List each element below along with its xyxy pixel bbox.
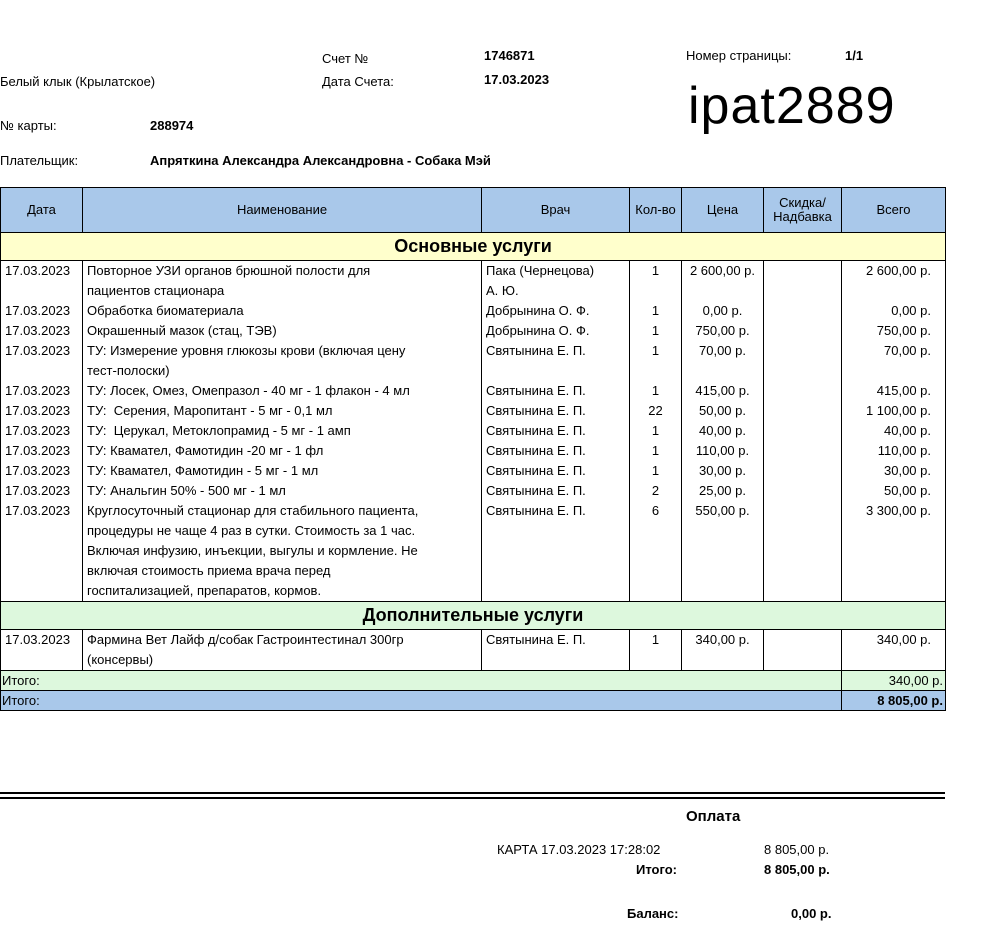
payment-total-label: Итого: <box>636 862 677 877</box>
row-qty: 22 <box>630 401 682 421</box>
row-doctor: Святынина Е. П. <box>482 481 630 501</box>
row-date: 17.03.2023 <box>1 481 83 501</box>
row-date: 17.03.2023 <box>1 261 83 302</box>
row-date: 17.03.2023 <box>1 321 83 341</box>
table-row <box>1 421 946 441</box>
row-name: Окрашенный мазок (стац, ТЭВ) <box>83 321 482 341</box>
row-price: 415,00 р. <box>682 381 764 401</box>
row-name <box>83 501 482 602</box>
table-row <box>1 401 946 421</box>
row-name <box>83 630 482 671</box>
row-name-line: Круглосуточный стационар для стабильного пациента, <box>87 503 419 518</box>
row-price: 40,00 р. <box>682 421 764 441</box>
table-row <box>1 381 946 401</box>
row-discount <box>764 401 842 421</box>
row-discount <box>764 421 842 441</box>
payment-method: КАРТА 17.03.2023 17:28:02 <box>497 842 661 857</box>
payment-total-value: 8 805,00 р. <box>764 862 830 877</box>
table-row <box>1 461 946 481</box>
invoice-date: 17.03.2023 <box>484 72 550 87</box>
payment-amount: 8 805,00 р. <box>764 842 830 857</box>
row-price: 2 600,00 р. <box>682 261 764 302</box>
row-doctor-line: А. Ю. <box>486 283 519 298</box>
section-title: Основные услуги <box>1 233 946 261</box>
column-header-doctor: Врач <box>482 188 630 233</box>
total-row <box>1 691 946 711</box>
row-qty: 1 <box>630 341 682 381</box>
total-value: 8 805,00 р. <box>842 691 946 711</box>
balance-label: Баланс: <box>627 906 679 921</box>
row-total: 70,00 р. <box>842 341 946 381</box>
row-doctor: Святынина Е. П. <box>482 461 630 481</box>
row-name-line: процедуры не чаще 4 раз в сутки. Стоимость за 1 час. <box>87 523 416 538</box>
column-header-price: Цена <box>682 188 764 233</box>
row-name: ТУ: Анальгин 50% - 500 мг - 1 мл <box>83 481 482 501</box>
row-qty: 1 <box>630 261 682 302</box>
subtotal-label: Итого: <box>1 671 842 691</box>
row-price: 50,00 р. <box>682 401 764 421</box>
row-price: 550,00 р. <box>682 501 764 602</box>
column-header-date: Дата <box>1 188 83 233</box>
row-price: 30,00 р. <box>682 461 764 481</box>
payment-title: Оплата <box>686 808 741 825</box>
section-main-services <box>1 233 946 261</box>
row-doctor: Святынина Е. П. <box>482 630 630 671</box>
card-number: 288974 <box>150 118 194 133</box>
row-total: 30,00 р. <box>842 461 946 481</box>
invoice-number: 1746871 <box>484 48 535 63</box>
row-name-line: Повторное УЗИ органов брюшной полости для <box>87 263 371 278</box>
row-discount <box>764 261 842 302</box>
column-header-name: Наименование <box>83 188 482 233</box>
row-discount <box>764 301 842 321</box>
row-total: 0,00 р. <box>842 301 946 321</box>
row-discount <box>764 461 842 481</box>
watermark-text: ipat2889 <box>688 77 896 135</box>
separator-line <box>0 797 945 799</box>
row-doctor: Святынина Е. П. <box>482 421 630 441</box>
column-header-discount: Скидка/ Надбавка <box>764 188 842 233</box>
row-name-line: Включая инфузию, инъекции, выгулы и кормление. Не <box>87 543 418 558</box>
row-date: 17.03.2023 <box>1 421 83 441</box>
row-price: 25,00 р. <box>682 481 764 501</box>
clinic-name: Белый клык (Крылатское) <box>0 74 156 89</box>
column-header-qty: Кол-во <box>630 188 682 233</box>
invoice-number-label: Счет № <box>322 51 369 66</box>
table-row <box>1 501 946 602</box>
row-total: 1 100,00 р. <box>842 401 946 421</box>
row-name: ТУ: Лосек, Омез, Омепразол - 40 мг - 1 флакон - 4 мл <box>83 381 482 401</box>
row-date: 17.03.2023 <box>1 441 83 461</box>
row-name: ТУ: Квамател, Фамотидин - 5 мг - 1 мл <box>83 461 482 481</box>
row-qty: 1 <box>630 381 682 401</box>
table-row <box>1 630 946 671</box>
row-total: 3 300,00 р. <box>842 501 946 602</box>
balance-value: 0,00 р. <box>791 906 832 921</box>
row-discount <box>764 481 842 501</box>
table-row <box>1 321 946 341</box>
row-total: 750,00 р. <box>842 321 946 341</box>
card-label: № карты: <box>0 118 57 133</box>
row-date: 17.03.2023 <box>1 501 83 602</box>
row-doctor <box>482 261 630 302</box>
row-name-line: включая стоимость приема врача перед <box>87 563 331 578</box>
row-date: 17.03.2023 <box>1 341 83 381</box>
row-qty: 6 <box>630 501 682 602</box>
section-extra-services <box>1 602 946 630</box>
row-qty: 1 <box>630 421 682 441</box>
row-doctor: Святынина Е. П. <box>482 341 630 381</box>
page-number: 1/1 <box>845 48 864 63</box>
row-date: 17.03.2023 <box>1 381 83 401</box>
row-qty: 1 <box>630 441 682 461</box>
table-row <box>1 261 946 302</box>
row-qty: 1 <box>630 630 682 671</box>
row-name: Обработка биоматериала <box>83 301 482 321</box>
page-number-label: Номер страницы: <box>686 48 792 63</box>
row-date: 17.03.2023 <box>1 401 83 421</box>
row-discount <box>764 341 842 381</box>
column-header-total: Всего <box>842 188 946 233</box>
row-qty: 2 <box>630 481 682 501</box>
row-price: 340,00 р. <box>682 630 764 671</box>
table-header <box>1 188 946 233</box>
row-doctor: Святынина Е. П. <box>482 441 630 461</box>
row-total: 2 600,00 р. <box>842 261 946 302</box>
table-row <box>1 341 946 381</box>
row-name: ТУ: Квамател, Фамотидин -20 мг - 1 фл <box>83 441 482 461</box>
row-date: 17.03.2023 <box>1 630 83 671</box>
row-total: 40,00 р. <box>842 421 946 441</box>
payer-label: Плательщик: <box>0 153 79 168</box>
row-doctor: Святынина Е. П. <box>482 381 630 401</box>
row-name <box>83 261 482 302</box>
row-doctor: Святынина Е. П. <box>482 401 630 421</box>
row-name-line: Фармина Вет Лайф д/собак Гастроинтестинал 300гр <box>87 632 404 647</box>
invoice-date-label: Дата Счета: <box>322 74 394 89</box>
row-price: 750,00 р. <box>682 321 764 341</box>
total-label: Итого: <box>1 691 842 711</box>
row-total: 50,00 р. <box>842 481 946 501</box>
row-date: 17.03.2023 <box>1 301 83 321</box>
row-price: 0,00 р. <box>682 301 764 321</box>
row-name-line: госпитализацией, препаратов, кормов. <box>87 583 322 598</box>
row-doctor: Добрынина О. Ф. <box>482 301 630 321</box>
row-price: 70,00 р. <box>682 341 764 381</box>
row-qty: 1 <box>630 461 682 481</box>
section-title: Дополнительные услуги <box>1 602 946 630</box>
row-qty: 1 <box>630 301 682 321</box>
subtotal-value: 340,00 р. <box>842 671 946 691</box>
row-date: 17.03.2023 <box>1 461 83 481</box>
row-discount <box>764 321 842 341</box>
row-name <box>83 341 482 381</box>
row-name-line: пациентов стационара <box>87 283 225 298</box>
row-total: 415,00 р. <box>842 381 946 401</box>
row-total: 340,00 р. <box>842 630 946 671</box>
row-discount <box>764 381 842 401</box>
table-row <box>1 301 946 321</box>
table-row <box>1 481 946 501</box>
row-name: ТУ: Серения, Маропитант - 5 мг - 0,1 мл <box>83 401 482 421</box>
separator-line <box>0 792 945 794</box>
row-qty: 1 <box>630 321 682 341</box>
row-name-line: тест-полоски) <box>87 363 170 378</box>
row-name-line: ТУ: Измерение уровня глюкозы крови (включая цену <box>87 343 406 358</box>
row-name-line: (консервы) <box>87 652 154 667</box>
row-discount <box>764 501 842 602</box>
row-doctor: Добрынина О. Ф. <box>482 321 630 341</box>
row-doctor-line: Пака (Чернецова) <box>486 263 595 278</box>
table-row <box>1 441 946 461</box>
row-discount <box>764 441 842 461</box>
payer-name: Апряткина Александра Александровна - Собака Мэй <box>150 153 491 168</box>
row-discount <box>764 630 842 671</box>
subtotal-row <box>1 671 946 691</box>
row-doctor: Святынина Е. П. <box>482 501 630 602</box>
row-price: 110,00 р. <box>682 441 764 461</box>
row-name: ТУ: Церукал, Метоклопрамид - 5 мг - 1 амп <box>83 421 482 441</box>
row-total: 110,00 р. <box>842 441 946 461</box>
services-table <box>0 187 946 711</box>
